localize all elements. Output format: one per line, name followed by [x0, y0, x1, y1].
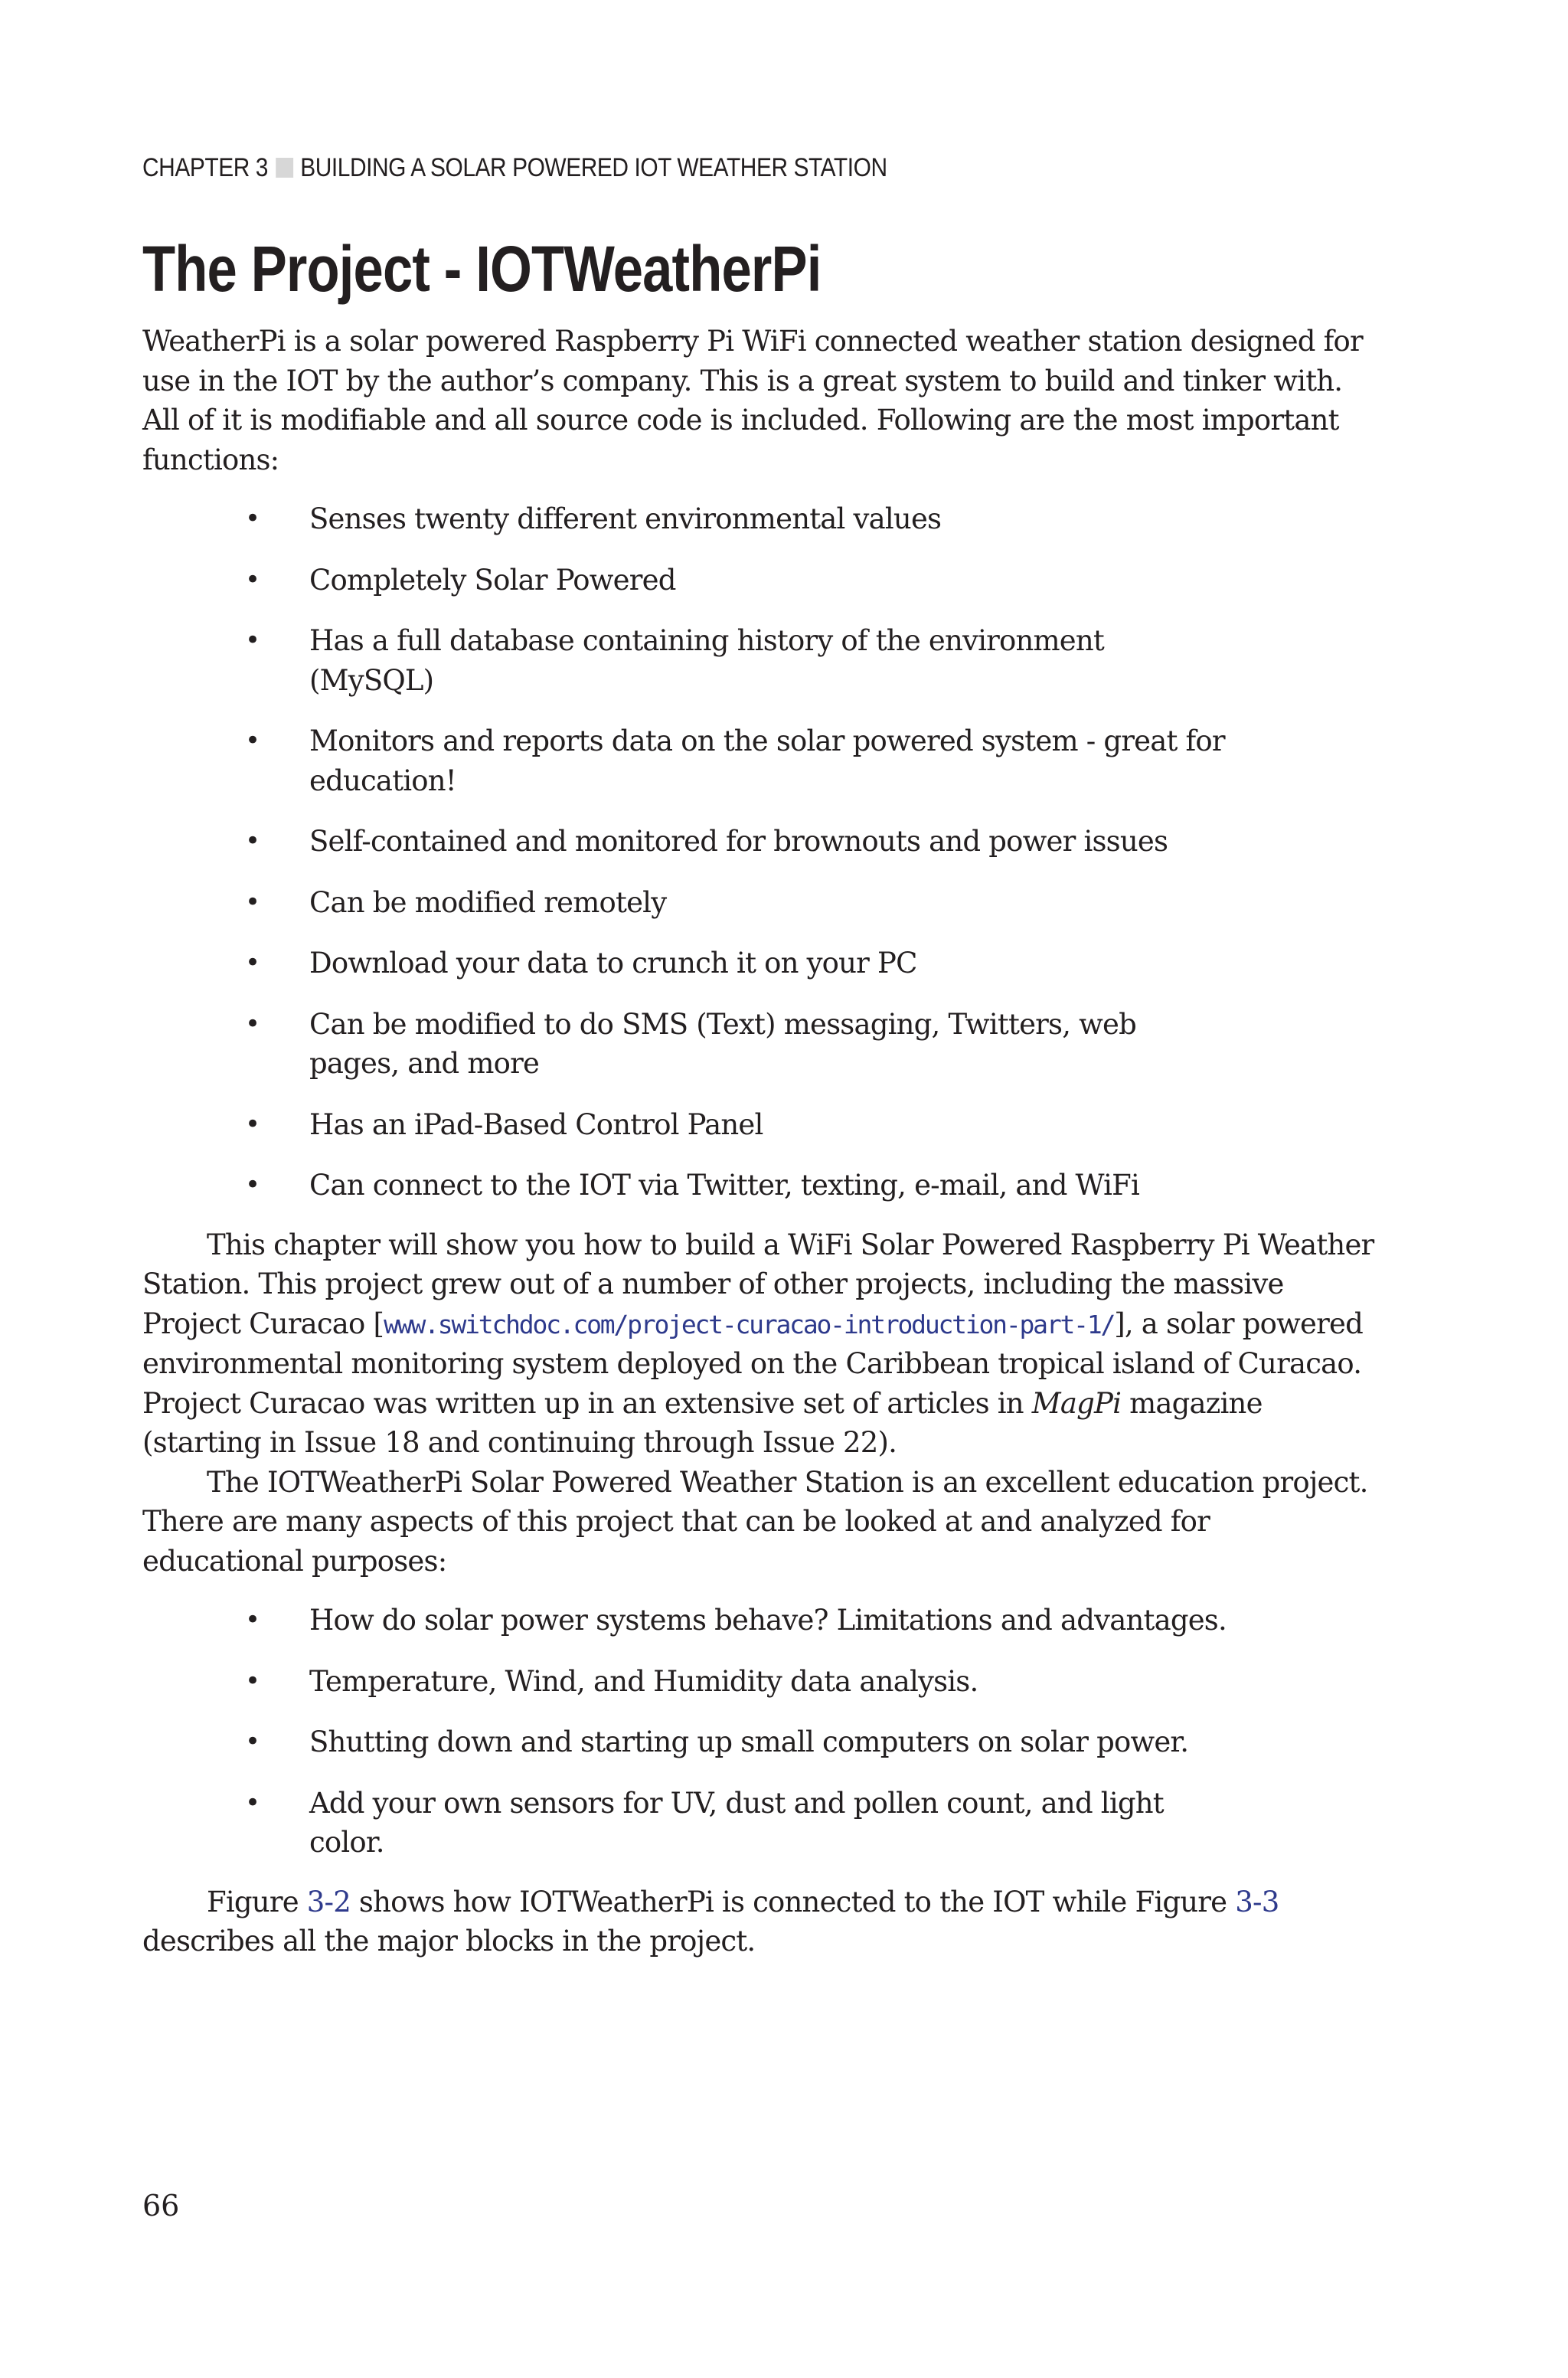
bullet-icon: •: [245, 826, 260, 856]
list-item: • Add your own sensors for UV, dust and pollen count, and light color.: [142, 1784, 1228, 1863]
figure-reference-paragraph: Figure 3-2 shows how IOTWeatherPi is connected to the IOT while Figure 3-3 describes all the major blocks in the project.: [142, 1885, 1279, 1958]
bullet-icon: •: [245, 1604, 260, 1635]
list-item: • Download your data to crunch it on your PC: [142, 944, 1228, 983]
bullet-icon: •: [245, 1008, 260, 1039]
list-item: • Completely Solar Powered: [142, 561, 1228, 600]
bullet-icon: •: [245, 564, 260, 595]
list-item: • Self-contained and monitored for brownouts and power issues: [142, 822, 1228, 862]
list-item: • How do solar power systems behave? Limitations and advantages.: [142, 1601, 1228, 1640]
functions-list: [142, 499, 1377, 1205]
list-item: • Can be modified remotely: [142, 883, 1228, 923]
bullet-icon: •: [245, 1726, 260, 1757]
section-title: The Project - IOTWeatherPi: [142, 233, 822, 305]
page-number: 66: [142, 2189, 180, 2223]
list-item: • Has a full database containing history of the environment (MySQL): [142, 621, 1228, 700]
bullet-icon: •: [245, 886, 260, 918]
bullet-icon: •: [245, 947, 260, 978]
figure-3-3-link[interactable]: 3-3: [1235, 1885, 1279, 1918]
education-list: [142, 1601, 1377, 1863]
bullet-icon: •: [245, 1108, 260, 1140]
running-header: [142, 153, 887, 183]
project-curacao-paragraph: This chapter will show you how to build a WiFi Solar Powered Raspberry Pi Weather Station. This project grew out of a number of other projects, including the massive Project Curacao [www.switchdoc.com/project-curacao-introduction-part-1/], a solar powered environmental monitoring system deployed on the Caribbean tropical island of Curacao. Project Curacao was written up in an extensive set of articles in MagPi magazine (starting in Issue 18 and continuing through Issue 22).: [142, 1228, 1374, 1459]
chapter-title: BUILDING A SOLAR POWERED IOT WEATHER STATION: [300, 153, 887, 182]
bullet-icon: •: [245, 503, 260, 534]
switchdoc-url-link[interactable]: www.switchdoc.com/project-curacao-introduction-part-1/: [384, 1309, 1115, 1339]
list-item: • Has an iPad-Based Control Panel: [142, 1105, 1228, 1145]
chapter-label: CHAPTER 3: [142, 153, 268, 182]
header-separator: [276, 158, 294, 178]
bullet-icon: •: [245, 725, 260, 756]
list-item: • Shutting down and starting up small computers on solar power.: [142, 1722, 1228, 1762]
list-item: • Monitors and reports data on the solar powered system - great for education!: [142, 721, 1228, 800]
bullet-icon: •: [245, 1665, 260, 1696]
list-item: • Temperature, Wind, and Humidity data analysis.: [142, 1662, 1228, 1702]
bullet-icon: •: [245, 1169, 260, 1200]
bullet-icon: •: [245, 625, 260, 656]
figure-3-2-link[interactable]: 3-2: [306, 1885, 351, 1918]
education-paragraph: The IOTWeatherPi Solar Powered Weather Station is an excellent education project. There are many aspects of this project that can be looked at and analyzed for educational purposes:: [142, 1465, 1368, 1578]
bullet-icon: •: [245, 1787, 260, 1818]
body-text: [142, 322, 1377, 1961]
intro-paragraph: WeatherPi is a solar powered Raspberry Pi WiFi connected weather station designed for use in the IOT by the author’s company. This is a great system to build and tinker with. All of it is modifiable and all source code is included. Following are the most important functions:: [142, 325, 1363, 476]
list-item: • Can be modified to do SMS (Text) messaging, Twitters, web pages, and more: [142, 1005, 1228, 1084]
list-item: • Senses twenty different environmental values: [142, 499, 1228, 539]
magazine-title: MagPi: [1031, 1386, 1122, 1420]
list-item: • Can connect to the IOT via Twitter, texting, e-mail, and WiFi: [142, 1166, 1228, 1205]
